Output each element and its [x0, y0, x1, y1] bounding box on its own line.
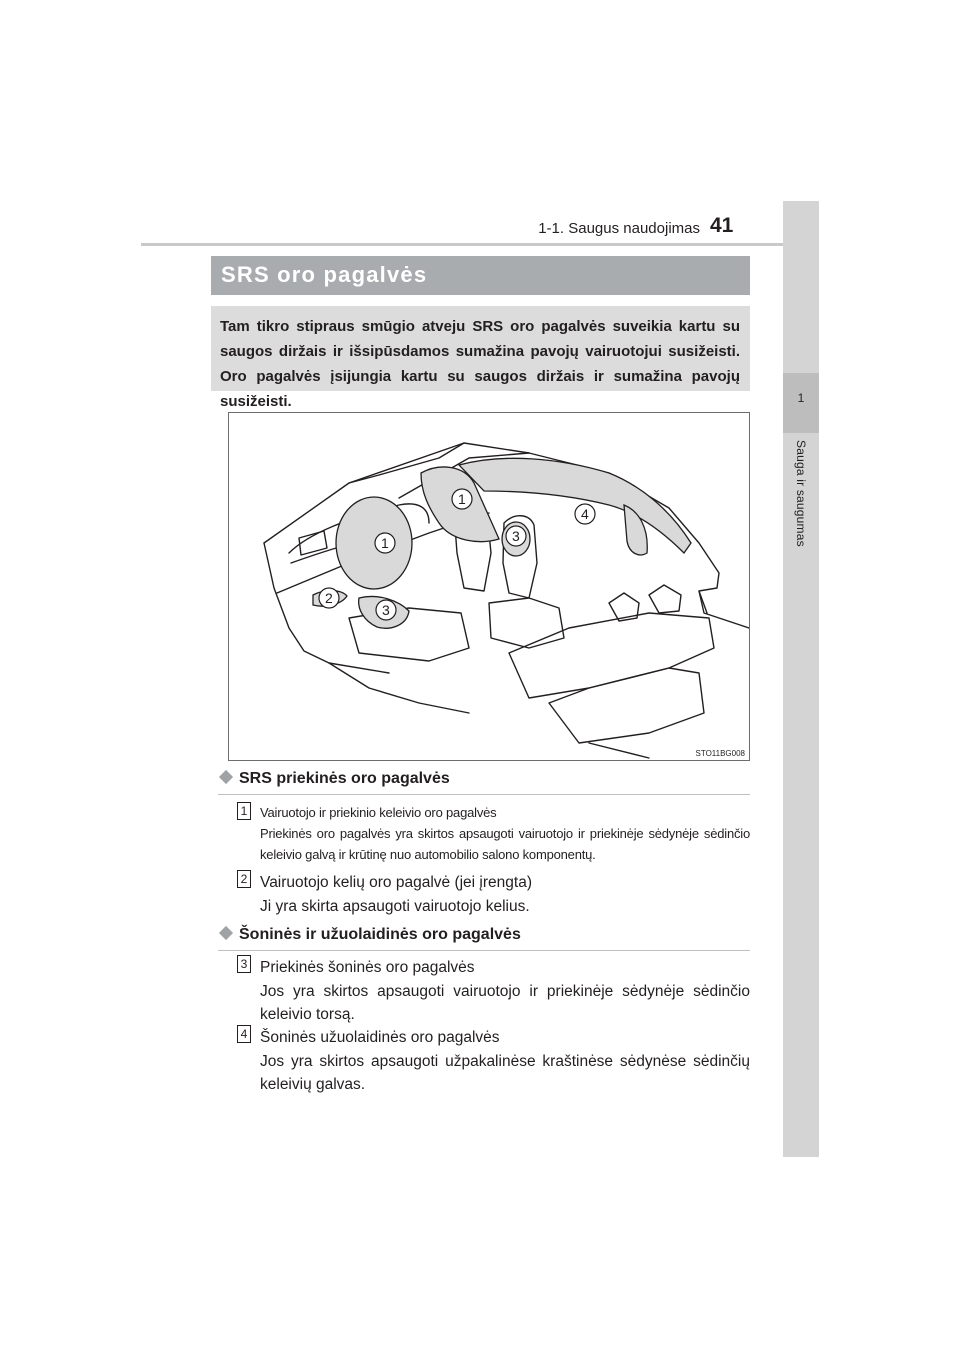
item-body: Jos yra skirtos apsaugoti vairuotojo ir priekinėje sėdynėje sėdinčio keleivio torsą.: [260, 983, 750, 1023]
item-body: Jos yra skirtos apsaugoti užpakalinėse kraštinėse sėdynėse sėdinčių keleivių galvas.: [260, 1053, 750, 1093]
chapter-number-tab: [783, 373, 819, 433]
item-title: Priekinės šoninės oro pagalvės: [260, 959, 475, 976]
item-title: Vairuotojo kelių oro pagalvė (jei įrengta): [260, 874, 532, 891]
chapter-title-tab: [786, 440, 816, 580]
intro-box: [211, 306, 750, 410]
chapter-number: 1: [797, 391, 805, 405]
header-divider: [141, 243, 818, 246]
callout-4: 4: [581, 506, 589, 522]
item-number-box: 1: [237, 802, 251, 820]
figure-code: STO11BG008: [695, 749, 745, 758]
section-heading-front-airbags: SRS priekinės oro pagalvės: [218, 770, 450, 788]
item-body: Priekinės oro pagalvės yra skirtos apsaugoti vairuotojo ir priekinėje sėdynėje sėdinčio keleivio galvą ir krūtinę nuo automobilio salono komponentų.: [260, 826, 750, 862]
chapter-side-tab: [783, 201, 819, 1157]
section-divider: [218, 794, 750, 795]
section-label: 1-1. Saugus naudojimas: [538, 220, 700, 237]
item-number-box: 2: [237, 870, 251, 888]
airbag-illustration: [228, 412, 750, 761]
callout-1-driver: 1: [381, 535, 389, 551]
callout-2: 2: [325, 590, 333, 606]
diamond-bullet-icon: [219, 770, 233, 784]
section-divider: [218, 950, 750, 951]
page-number: 41: [710, 214, 734, 237]
item-number-box: 3: [237, 955, 251, 973]
item-body: Ji yra skirta apsaugoti vairuotojo kelius.: [260, 898, 530, 915]
callout-1-passenger: 1: [458, 491, 466, 507]
page-title-bar: [211, 256, 750, 295]
item-number-box: 4: [237, 1025, 251, 1043]
intro-text: Tam tikro stipraus smūgio atveju SRS oro pagalvės suveikia kartu su saugos diržais ir išsipūsdamos sumažina pavojų vairuotojui susižeisti. Oro pagalvės įsijungia kartu su saugos diržais ir sumažina pavojų susižeisti.: [220, 318, 740, 410]
callout-3-passenger: 3: [512, 528, 520, 544]
item-title: Šoninės užuolaidinės oro pagalvės: [260, 1029, 500, 1046]
car-interior-drawing: [229, 413, 749, 760]
chapter-title: Sauga ir saugumas: [794, 440, 808, 547]
page-title: SRS oro pagalvės: [221, 262, 428, 287]
diamond-bullet-icon: [219, 926, 233, 940]
item-title: Vairuotojo ir priekinio keleivio oro pagalvės: [260, 805, 497, 820]
callout-3-driver: 3: [382, 602, 390, 618]
section-heading-side-curtain-airbags: Šoninės ir užuolaidinės oro pagalvės: [218, 926, 521, 944]
